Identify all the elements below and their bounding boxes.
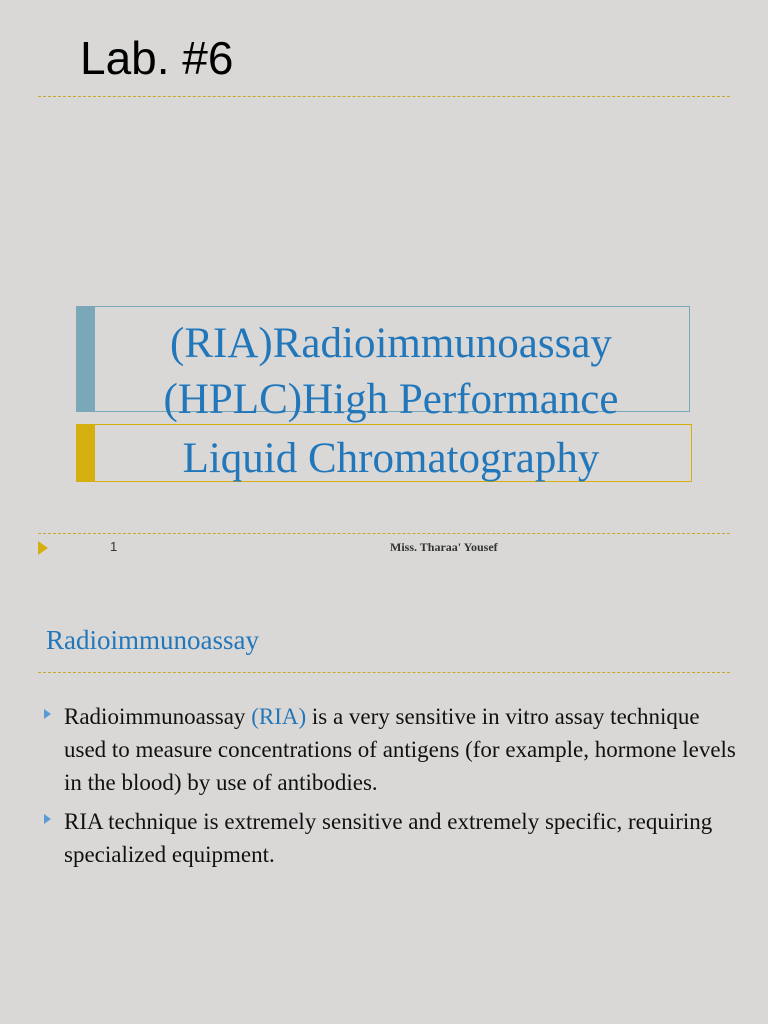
title-box-bottom-accent (77, 425, 95, 481)
bullet-triangle-icon (44, 709, 51, 719)
slide-title-line-3: Liquid Chromatography (182, 435, 600, 482)
bullet-list (44, 700, 744, 877)
bullet-text-end: is a very sensitive in vitro assay technique used to measure concentrations of antigens (for example, hormone levels in the blood) by use of antibodies. (64, 704, 736, 795)
footer-divider (38, 533, 730, 534)
footer-arrow-icon (38, 541, 48, 555)
lab-title: Lab. #6 (80, 32, 234, 84)
ria-highlight: (RIA) (251, 704, 307, 729)
slide-title-line-1: (RIA)Radioimmunoassay (170, 320, 612, 367)
bullet-triangle-icon (44, 814, 51, 824)
section-heading: Radioimmunoassay (46, 625, 259, 655)
page-number: 1 (110, 539, 118, 554)
bullet-text: RIA technique is extremely sensitive and extremely specific, requiring specialized equipment. (64, 809, 713, 867)
slide-title (96, 316, 686, 487)
slide-title-line-2: (HPLC)High Performance (163, 376, 619, 423)
title-divider (38, 96, 730, 97)
bullet-item (44, 805, 744, 871)
author-name: Miss. Tharaa' Yousef (390, 540, 498, 554)
bullet-text-start: Radioimmunoassay (64, 704, 252, 729)
bullet-item (44, 700, 744, 799)
title-box-top-accent (77, 307, 95, 411)
section-divider (38, 672, 730, 673)
